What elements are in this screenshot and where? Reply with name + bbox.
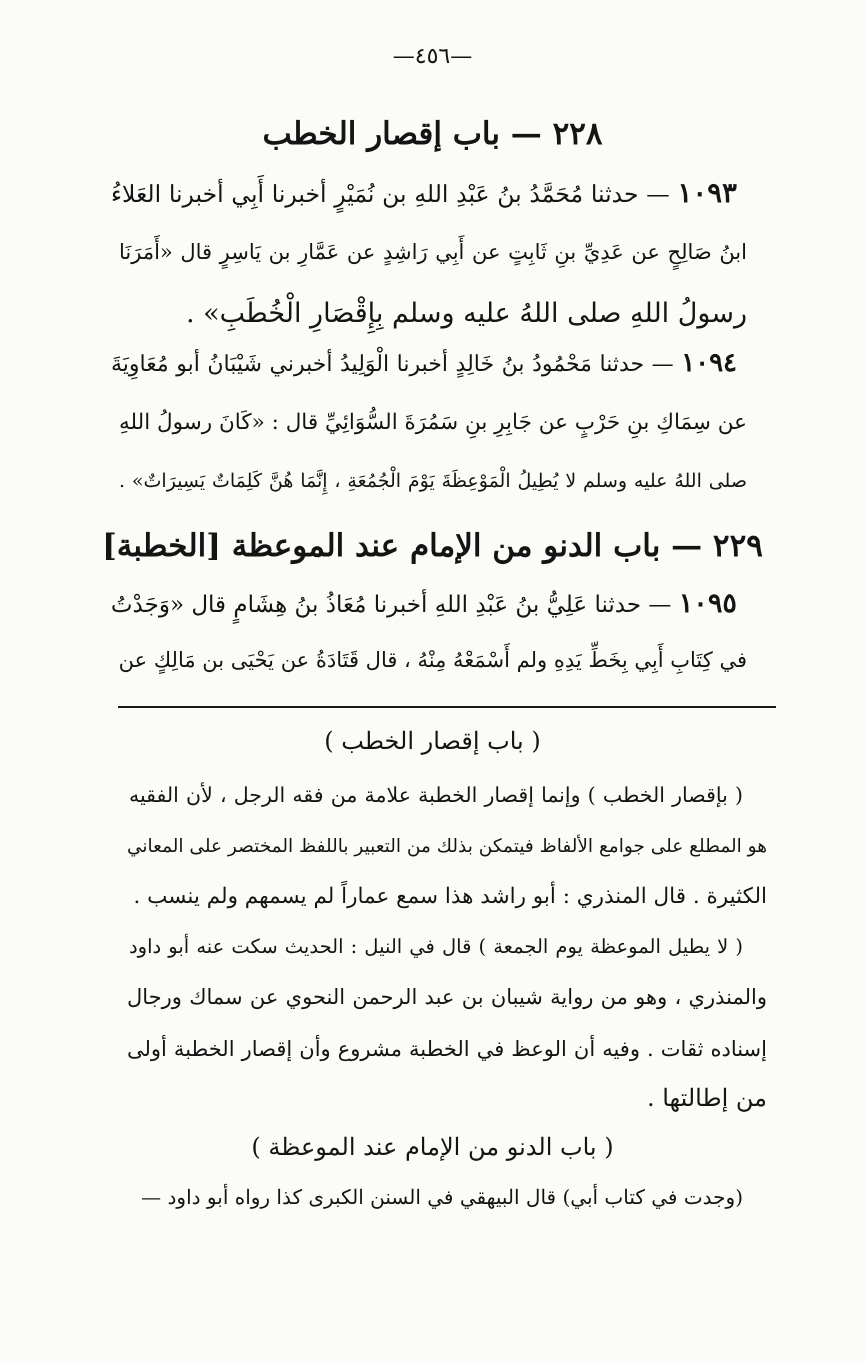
hadith-line: [111, 588, 737, 619]
commentary-line: الكثيرة . قال المنذري : أبو راشد هذا سمع عماراً لم يسمهم ولم ينسب .: [133, 884, 767, 909]
chapter-number: ٢٢٩: [712, 528, 763, 564]
commentary-line: ( بإقصار الخطب ) وإنما إقصار الخطبة علامة من فقه الرجل ، لأن الفقيه: [129, 783, 743, 807]
hadith-line: [111, 176, 737, 209]
commentary-line: والمنذري ، وهو من رواية شيبان بن عبد الرحمن النحوي عن سماك ورجال: [127, 985, 767, 1009]
hadith-number: ١٠٩٥: [678, 588, 737, 619]
chapter-dash: —: [671, 528, 703, 564]
commentary-heading: ( باب الدنو من الإمام عند الموعظة ): [251, 1133, 614, 1161]
commentary-heading: ( باب إقصار الخطب ): [324, 727, 541, 755]
hadith-text: — حدثنا مَحْمُودُ بنُ خَالِدٍ أخبرنا الْوَلِيدُ أخبرني شَيْبَانُ أبو مُعَاوِيَةَ: [111, 352, 674, 377]
chapter-heading: [0, 116, 865, 152]
commentary-line: إسناده ثقات . وفيه أن الوعظ في الخطبة مشروع وأن إقصار الخطبة أولى: [127, 1037, 767, 1061]
commentary-line: ( لا يطيل الموعظة يوم الجمعة ) قال في النيل : الحديث سكت عنه أبو داود: [129, 935, 743, 958]
chapter-title: باب الدنو من الإمام عند الموعظة [الخطبة]: [102, 528, 661, 564]
hadith-text: — حدثنا مُحَمَّدُ بنُ عَبْدِ اللهِ بن نُمَيْرٍ أخبرنا أَبِي أخبرنا العَلاءُ: [111, 180, 670, 208]
chapter-dash: —: [510, 116, 542, 152]
commentary-line: هو المطلع على جوامع الألفاظ فيتمكن بذلك من التعبير باللفظ المختصر على المعاني: [126, 836, 767, 857]
hadith-text: — حدثنا عَلِيُّ بنُ عَبْدِ اللهِ أخبرنا مُعَاذُ بنُ هِشَامٍ قال «وَجَدْتُ: [110, 592, 672, 618]
footnote-divider: [118, 706, 776, 708]
hadith-line: رسولُ اللهِ صلى اللهُ عليه وسلم بِإِقْصَارِ الْخُطَبِ» .: [185, 298, 747, 329]
hadith-line: في كِتَابِ أَبِي بِخَطِّ يَدِهِ ولم أَسْمَعْهُ مِنْهُ ، قال قَتَادَةُ عن يَحْيَى بن مَالِكٍ عن: [118, 648, 747, 672]
commentary-line: (وجدت في كتاب أبي) قال البيهقي في السنن الكبرى كذا رواه أبو داود —: [141, 1185, 743, 1209]
hadith-line: عن سِمَاكِ بنِ حَرْبٍ عن جَابِرِ بنِ سَمُرَةَ السُّوَائِيِّ قال : «كَانَ رسولُ اللهِ: [119, 410, 747, 435]
hadith-line: ابنُ صَالِحٍ عن عَدِيِّ بنِ ثَابِتٍ عن أَبِي رَاشِدٍ عن عَمَّارِ بن يَاسِرٍ قال «أَمَرَنَا: [119, 240, 747, 264]
page-number: —٤٥٦—: [392, 44, 473, 69]
hadith-line: [111, 348, 737, 378]
chapter-heading: [0, 528, 865, 564]
hadith-line: صلى اللهُ عليه وسلم لا يُطِيلُ الْمَوْعِظَةَ يَوْمَ الْجُمُعَةِ ، إِنَّمَا هُنَّ كَلِمَاتٌ يَسِيرَاتٌ» .: [119, 470, 747, 492]
hadith-number: ١٠٩٣: [677, 176, 737, 209]
chapter-title: باب إقصار الخطب: [262, 116, 500, 152]
hadith-number: ١٠٩٤: [681, 348, 737, 378]
commentary-line: من إطالتها .: [646, 1084, 767, 1112]
chapter-number: ٢٢٨: [552, 116, 603, 152]
